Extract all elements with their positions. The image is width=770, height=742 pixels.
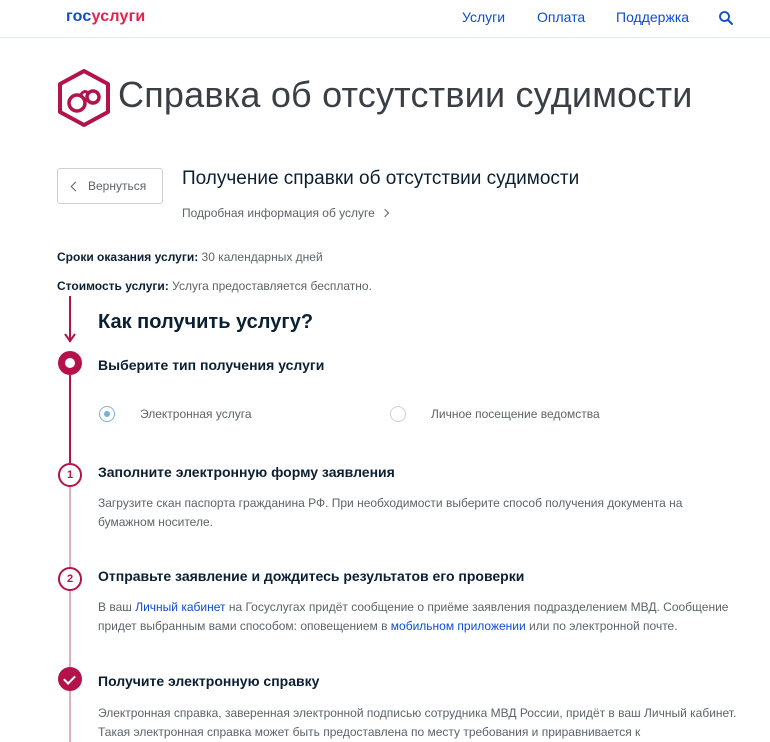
service-info-link[interactable]: [182, 206, 388, 220]
chevron-left-icon: [71, 182, 81, 192]
top-navigation-bar: [0, 0, 770, 38]
step-send-text-part: или по электронной почте.: [525, 619, 678, 633]
step-send-title: Отправьте заявление и дождитесь результатов его проверки: [98, 568, 525, 584]
page-title: Справка об отсутствии судимости: [118, 74, 693, 115]
handcuffs-icon: [57, 69, 111, 127]
step-receive-title: Получите электронную справку: [98, 673, 320, 689]
timeline-line: [69, 691, 71, 742]
service-info-link-label: Подробная информация об услуге: [182, 206, 375, 220]
radio-personal-visit-label[interactable]: Личное посещение ведомства: [431, 407, 600, 421]
nav-services-link[interactable]: Услуги: [462, 9, 506, 25]
nav-support-link[interactable]: Поддержка: [616, 9, 690, 25]
service-terms: [57, 250, 323, 264]
back-button[interactable]: [57, 168, 163, 204]
gosuslugi-logo[interactable]: госуслуги: [66, 8, 146, 25]
step-fill-form-text: Загрузите скан паспорта гражданина РФ. При необходимости выберите способ получения документа на бумажном носителе.: [98, 496, 683, 529]
search-icon[interactable]: [718, 10, 734, 26]
timeline-line: [69, 591, 71, 667]
service-cost-value: Услуга предоставляется бесплатно.: [172, 279, 372, 293]
mobile-app-link[interactable]: мобильном приложении: [390, 619, 526, 633]
radio-electronic-label[interactable]: Электронная услуга: [140, 407, 252, 421]
nav-payment-link[interactable]: Оплата: [537, 9, 586, 25]
radio-electronic[interactable]: [99, 406, 115, 422]
how-to-get-heading: Как получить услугу?: [98, 311, 314, 333]
back-button-label: Вернуться: [88, 179, 147, 193]
radio-personal-visit[interactable]: [390, 406, 406, 422]
step-fill-form-title: Заполните электронную форму заявления: [98, 464, 395, 480]
step-send-text-part: В ваш: [98, 600, 136, 614]
step-number-2: 2: [58, 567, 82, 591]
timeline-line: [69, 487, 71, 567]
service-cost: [57, 279, 372, 293]
step-choose-type-title: Выберите тип получения услуги: [98, 357, 325, 373]
step-send-text-part: на Госуслугах придёт сообщение о приёме заявления подразделением МВД. Сообщение придет выбранным вами способом: оповещением в: [98, 600, 729, 633]
step-number-1: 1: [58, 463, 82, 487]
service-cost-label: Стоимость услуги:: [57, 279, 169, 293]
timeline-line: [69, 375, 71, 463]
checkmark-icon: [58, 667, 82, 691]
service-terms-value: 30 календарных дней: [201, 250, 323, 264]
step-send-text: [98, 598, 738, 636]
service-subtitle: Получение справки об отсутствии судимости: [182, 168, 580, 189]
personal-account-link[interactable]: Личный кабинет: [135, 600, 226, 614]
step-active-marker: [58, 351, 82, 375]
arrow-down-icon: [63, 330, 77, 344]
step-receive-text: Электронная справка, заверенная электронной подписью сотрудника МВД России, придёт в ваш Личный кабинет. Такая электронная справка может быть предоставлена по месту требования и приравнивается к: [98, 706, 737, 739]
service-terms-label: Сроки оказания услуги:: [57, 250, 199, 264]
chevron-right-icon: [381, 209, 389, 217]
